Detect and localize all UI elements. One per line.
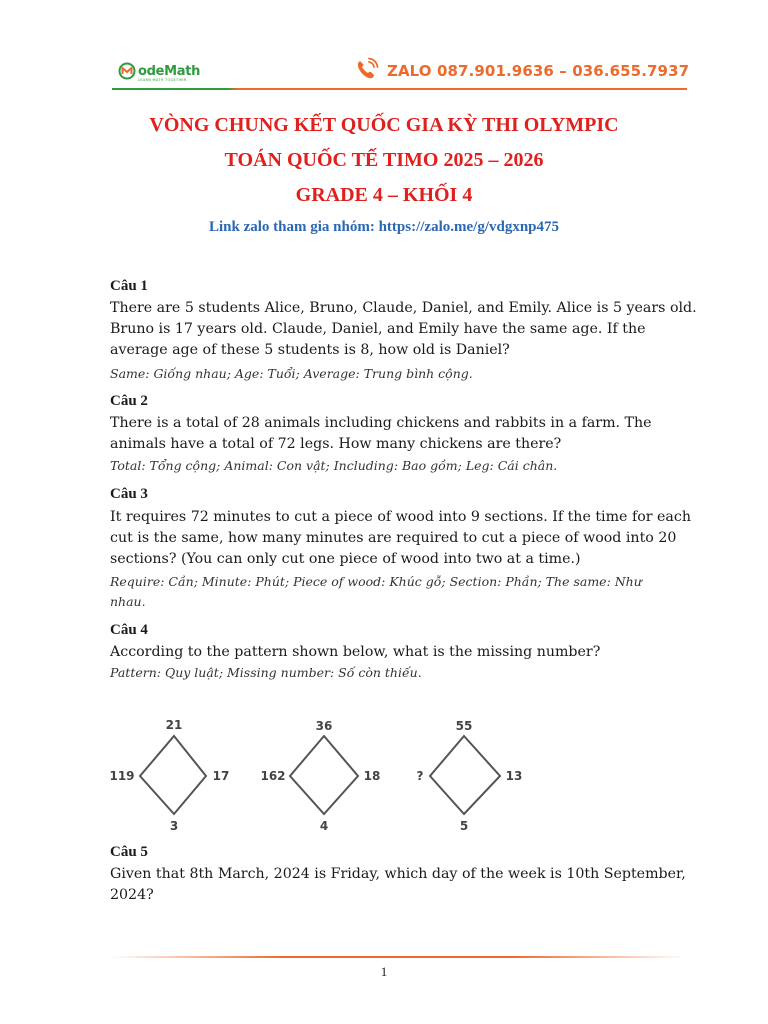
page-number: 1	[380, 964, 388, 979]
diamond-3-left: ?	[416, 769, 424, 783]
diamond-1	[109, 718, 229, 833]
pattern-figure	[104, 716, 524, 836]
question-3-text	[110, 507, 700, 570]
question-4-heading: Câu 4	[110, 622, 148, 638]
diamond-1-left: 119	[109, 769, 135, 783]
diamond-3	[417, 719, 523, 833]
question-1-text	[110, 298, 700, 361]
text-line: According to the pattern shown below, what is the missing number?	[110, 644, 601, 660]
title-line-3: GRADE 4 – KHỐI 4	[295, 184, 473, 206]
text-line: sections? (You can only cut one piece of wood into two at a time.)	[110, 551, 581, 567]
text-line: Bruno is 17 years old. Claude, Daniel, and Emily have the same age. If the	[110, 321, 646, 337]
logo-m-icon	[118, 62, 136, 80]
question-2-glossary	[110, 456, 700, 476]
diamond-3-bottom: 5	[459, 819, 469, 833]
question-5-text	[110, 864, 700, 906]
gloss-line: Require: Cần; Minute: Phút; Piece of wood: Khúc gỗ; Section: Phần; The same: Như	[110, 574, 642, 589]
diamond-2-left: 162	[260, 769, 286, 783]
text-line: animals have a total of 72 legs. How many chickens are there?	[110, 436, 562, 452]
gloss-line: Same: Giống nhau; Age: Tuổi; Average: Trung bình cộng.	[110, 366, 473, 381]
diamond-2-right: 18	[363, 769, 381, 783]
diamond-1-bottom: 3	[169, 819, 179, 833]
header-divider	[112, 88, 687, 90]
diamond-2-top: 36	[315, 719, 333, 733]
logo-subtext: LEARN MATH TOGETHER	[138, 78, 187, 82]
diamond-2	[260, 719, 380, 833]
zalo-contact-text: ZALO 087.901.9636 – 036.655.7937	[387, 62, 690, 80]
title-line-1: VÒNG CHUNG KẾT QUỐC GIA KỲ THI OLYMPIC	[149, 114, 619, 136]
diamond-1-top: 21	[165, 718, 183, 732]
question-4-text	[110, 642, 700, 663]
diamond-3-top: 55	[455, 719, 473, 733]
text-line: There is a total of 28 animals including chickens and rabbits in a farm. The	[110, 415, 652, 431]
question-1-glossary	[110, 364, 700, 384]
contact-info	[355, 57, 689, 85]
text-line: cut is the same, how many minutes are required to cut a piece of wood into 20	[110, 530, 677, 546]
gloss-line: Total: Tổng cộng; Animal: Con vật; Including: Bao gồm; Leg: Cái chân.	[110, 458, 558, 473]
diamond-3-right: 13	[505, 769, 523, 783]
phone-icon	[355, 57, 381, 85]
page-header	[0, 0, 768, 95]
title-line-2: TOÁN QUỐC TẾ TIMO 2025 – 2026	[224, 149, 544, 171]
gloss-line: nhau.	[110, 594, 146, 609]
question-3-glossary	[110, 572, 700, 612]
text-line: Given that 8th March, 2024 is Friday, which day of the week is 10th September,	[110, 866, 686, 882]
question-2-text	[110, 413, 700, 455]
question-5-heading: Câu 5	[110, 844, 148, 860]
diamond-2-bottom: 4	[319, 819, 329, 833]
text-line: There are 5 students Alice, Bruno, Claude, Daniel, and Emily. Alice is 5 years old.	[110, 300, 697, 316]
gloss-line: Pattern: Quy luật; Missing number: Số còn thiếu.	[110, 665, 422, 680]
text-line: It requires 72 minutes to cut a piece of wood into 9 sections. If the time for each	[110, 509, 691, 525]
text-line: 2024?	[110, 887, 154, 903]
question-3-heading: Câu 3	[110, 486, 148, 502]
text-line: average age of these 5 students is 8, how old is Daniel?	[110, 342, 510, 358]
diamond-1-right: 17	[212, 769, 230, 783]
modemath-logo	[118, 56, 200, 86]
question-2-heading: Câu 2	[110, 393, 148, 409]
logo-text: odeMath	[138, 63, 201, 79]
footer-divider	[110, 956, 686, 958]
zalo-group-link[interactable]: Link zalo tham gia nhóm: https://zalo.me/g/vdgxnp475	[208, 219, 560, 235]
question-4-glossary	[110, 663, 700, 683]
question-1-heading: Câu 1	[110, 278, 148, 294]
